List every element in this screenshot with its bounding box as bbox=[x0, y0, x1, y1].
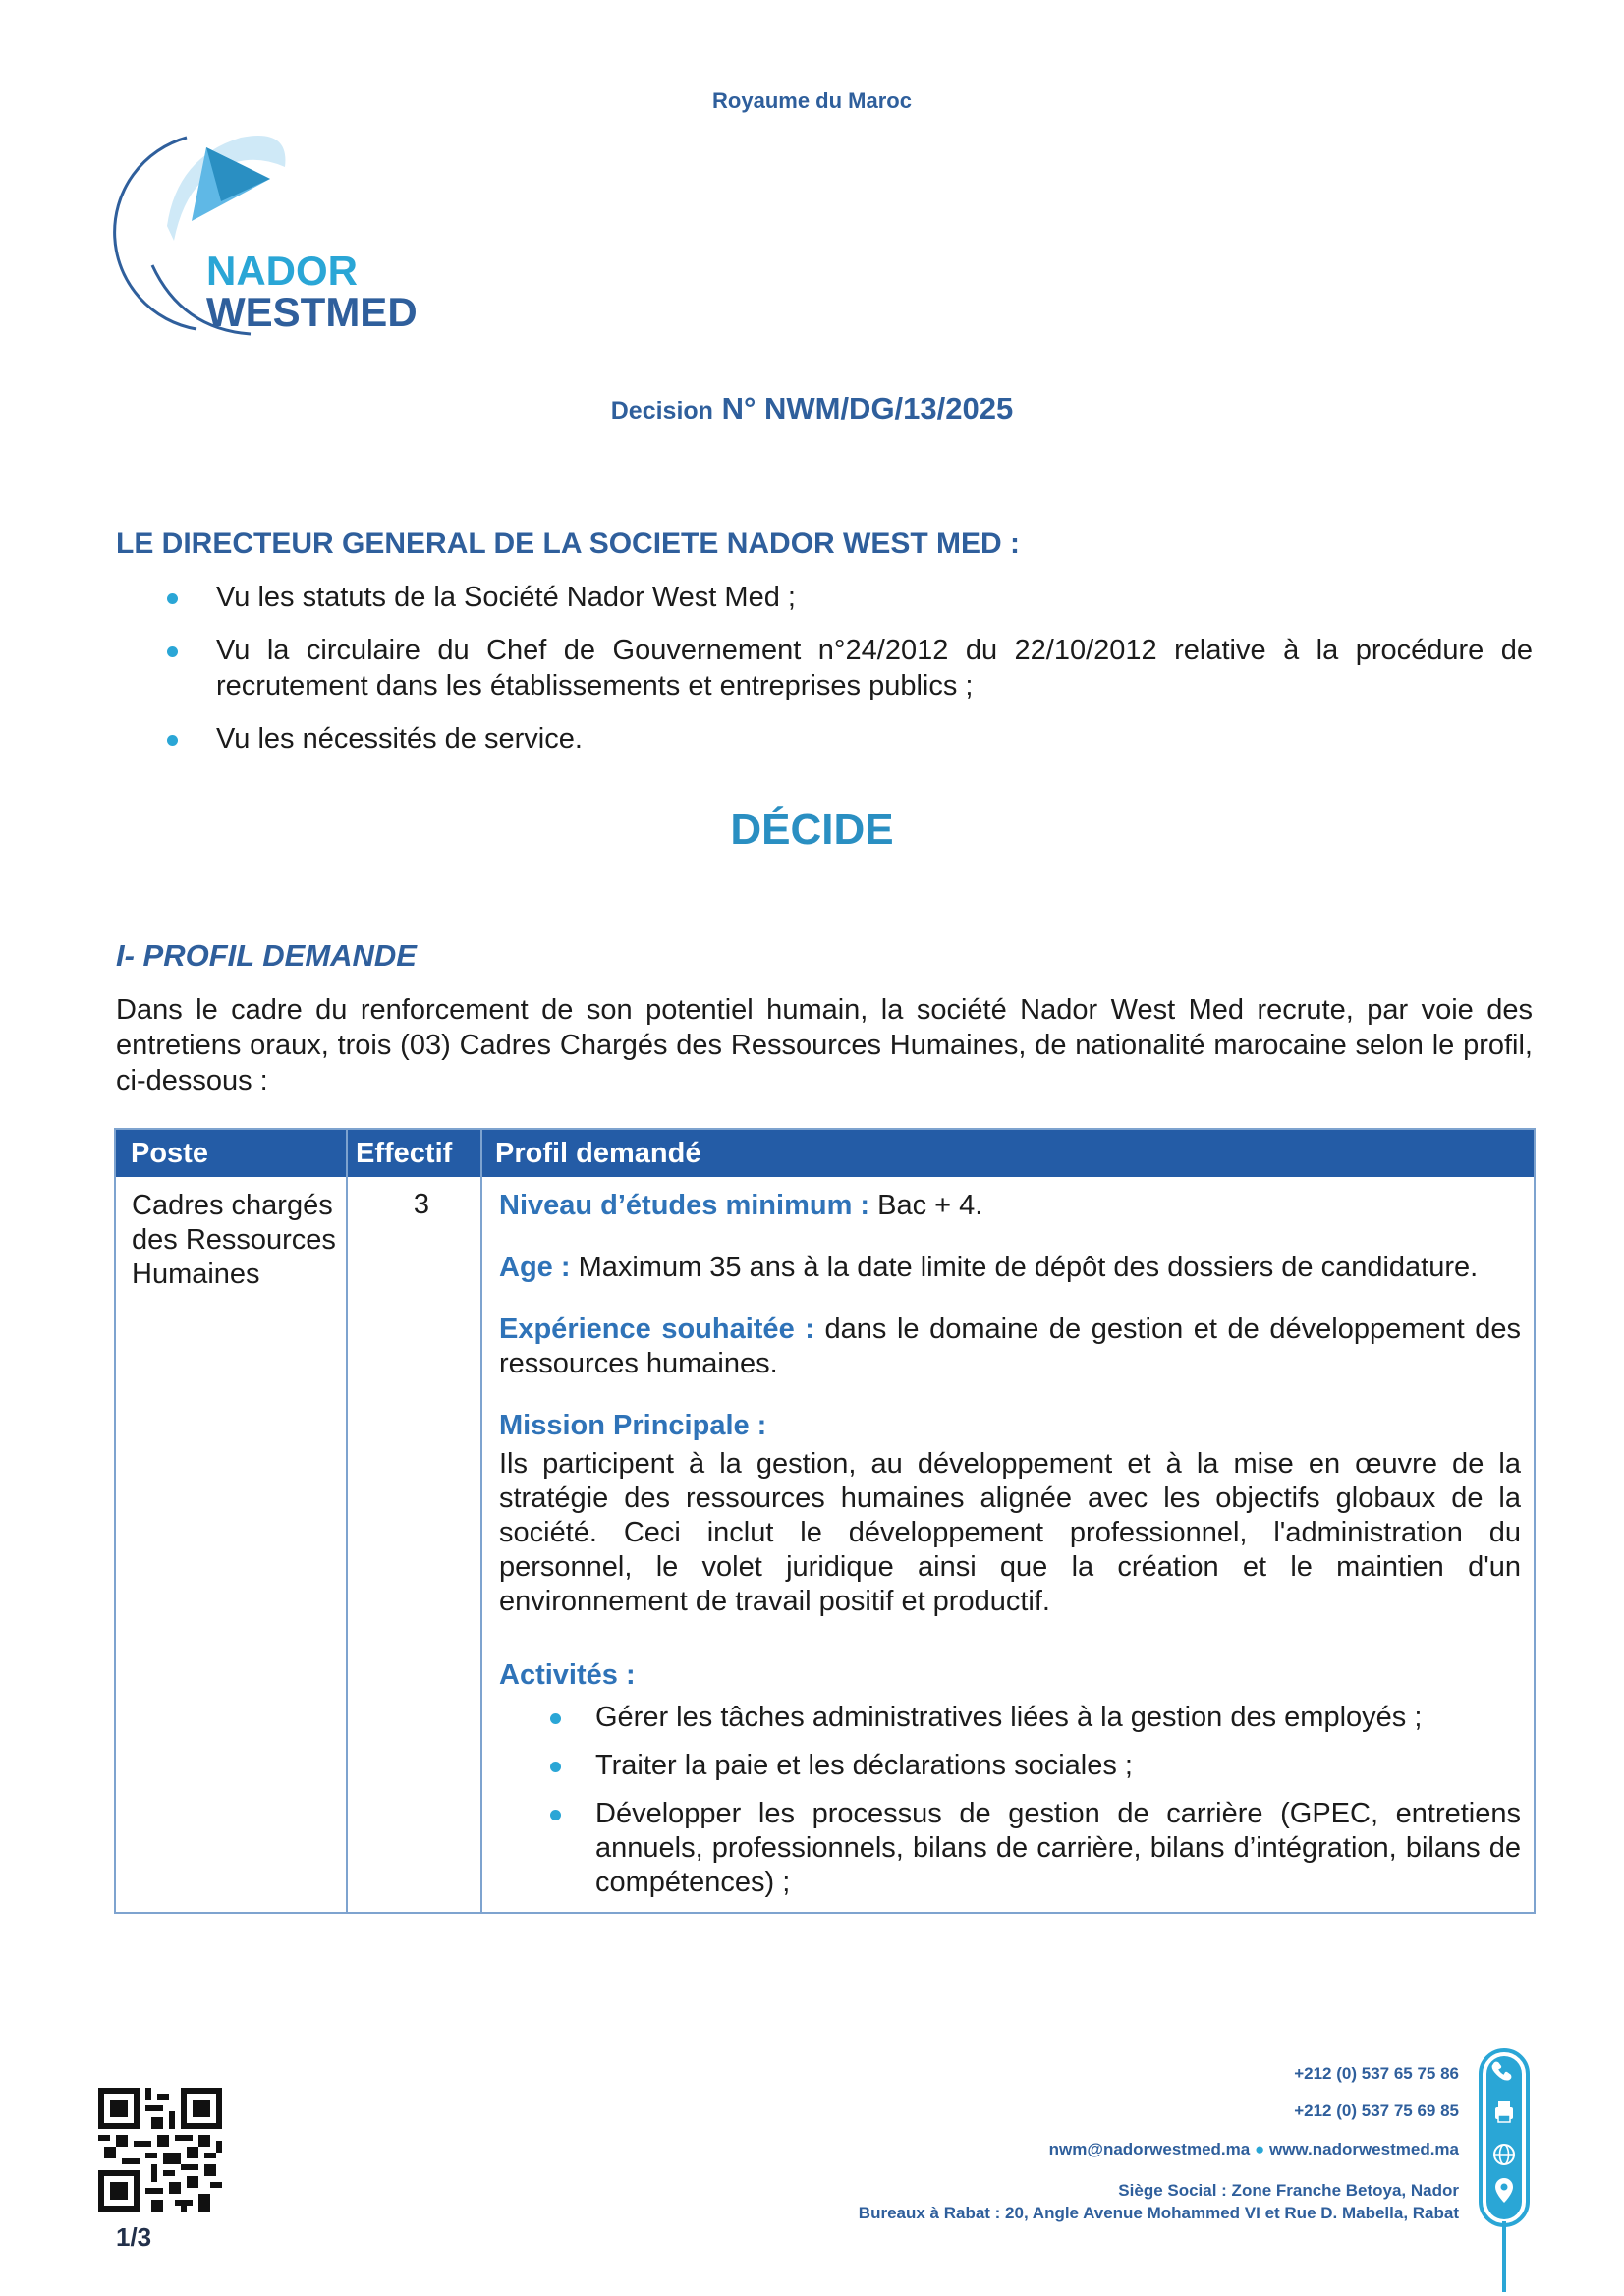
preamble-item: Vu la circulaire du Chef de Gouvernement n°24/2012 du 22/10/2012 relative à la procédure de recrutement dans les établissements et entreprises publics ; bbox=[167, 633, 1533, 703]
column-header-effectif: Effectif bbox=[356, 1138, 453, 1169]
director-heading: LE DIRECTEUR GENERAL DE LA SOCIETE NADOR WEST MED : bbox=[116, 528, 1021, 560]
bullet-icon bbox=[167, 593, 178, 604]
nador-westmed-logo bbox=[93, 108, 506, 344]
decide-heading: DÉCIDE bbox=[730, 806, 894, 854]
bullet-icon bbox=[167, 735, 178, 746]
footer-siege: Siège Social : Zone Franche Betoya, Nador bbox=[1118, 2181, 1459, 2200]
age-label: Age : bbox=[499, 1252, 571, 1283]
contact-icon-bar bbox=[1477, 2048, 1532, 2294]
preamble-item: Vu les nécessités de service. bbox=[167, 721, 1533, 756]
footer-email[interactable]: nwm@nadorwestmed.ma bbox=[1048, 2140, 1251, 2158]
column-header-profil: Profil demandé bbox=[495, 1138, 701, 1169]
section-intro: Dans le cadre du renforcement de son potentiel humain, la société Nador West Med recrute, par voie des entretiens oraux, trois (03) Cadres Chargés des Ressources Humaines, de nationalité marocaine selon le profil, ci-dessous : bbox=[116, 994, 1533, 1096]
logo-text-line1: NADOR bbox=[206, 248, 358, 294]
logo-text-line2: WESTMED bbox=[206, 289, 418, 335]
activites-list bbox=[499, 1701, 1521, 1900]
profile-table bbox=[114, 1128, 1536, 1914]
column-header-poste: Poste bbox=[131, 1138, 208, 1169]
preamble-item: Vu les statuts de la Société Nador West Med ; bbox=[167, 580, 1533, 615]
page-number: 1/3 bbox=[116, 2222, 152, 2252]
age-value: Maximum 35 ans à la date limite de dépôt des dossiers de candidature. bbox=[578, 1252, 1479, 1283]
experience-row bbox=[499, 1313, 1521, 1381]
cell-profil bbox=[499, 1177, 1521, 1914]
footer-bureaux: Bureaux à Rabat : 20, Angle Avenue Mohammed VI et Rue D. Mabella, Rabat bbox=[858, 2204, 1459, 2222]
bullet-icon bbox=[167, 646, 178, 657]
activite-item: Traiter la paie et les déclarations sociales ; bbox=[499, 1749, 1521, 1783]
footer-website[interactable]: www.nadorwestmed.ma bbox=[1268, 2140, 1459, 2158]
activite-item: Gérer les tâches administratives liées à la gestion des employés ; bbox=[499, 1701, 1521, 1735]
experience-label: Expérience souhaitée : bbox=[499, 1314, 814, 1345]
bullet-icon bbox=[550, 1810, 561, 1820]
section-title: I- PROFIL DEMANDE bbox=[116, 938, 417, 973]
decision-title bbox=[0, 391, 1624, 426]
niveau-row bbox=[499, 1189, 1521, 1223]
footer-phone: +212 (0) 537 65 75 86 bbox=[1294, 2064, 1459, 2083]
column-divider bbox=[480, 1130, 482, 1912]
cell-poste: Cadres chargés des Ressources Humaines bbox=[132, 1190, 336, 1290]
activite-item: Développer les processus de gestion de carrière (GPEC, entretiens annuels, professionnels, bilans de carrière, bilans d’intégration, bilans de compétences) ; bbox=[499, 1797, 1521, 1900]
bullet-icon bbox=[550, 1713, 561, 1724]
qr-code-icon bbox=[98, 2088, 222, 2212]
mission-label: Mission Principale : bbox=[499, 1410, 767, 1441]
decision-prefix: Decision bbox=[610, 397, 713, 424]
footer-contact: nwm@nadorwestmed.ma ● www.nadorwestmed.ma bbox=[1048, 2140, 1459, 2158]
age-row bbox=[499, 1251, 1521, 1285]
cell-effectif: 3 bbox=[413, 1189, 430, 1220]
niveau-value: Bac + 4. bbox=[877, 1190, 983, 1221]
niveau-label: Niveau d’études minimum : bbox=[499, 1190, 870, 1221]
preamble-list bbox=[167, 580, 1533, 774]
activites-label: Activités : bbox=[499, 1659, 636, 1691]
footer-fax: +212 (0) 537 75 69 85 bbox=[1294, 2101, 1459, 2120]
mission-text: Ils participent à la gestion, au développement et à la mise en œuvre de la stratégie des ressources humaines alignée avec les objectifs globaux de la société. Ceci inclut le développement professionnel, l'administration du personnel, le volet juridique ainsi que la création et le maintien d'un environnement de travail positif et productif. bbox=[499, 1448, 1521, 1617]
country-name: Royaume du Maroc bbox=[712, 88, 912, 113]
bullet-icon bbox=[550, 1762, 561, 1772]
decision-number: N° NWM/DG/13/2025 bbox=[721, 391, 1014, 425]
experience-value: dans le domaine de gestion et de développement des ressources humaines. bbox=[499, 1314, 1521, 1379]
